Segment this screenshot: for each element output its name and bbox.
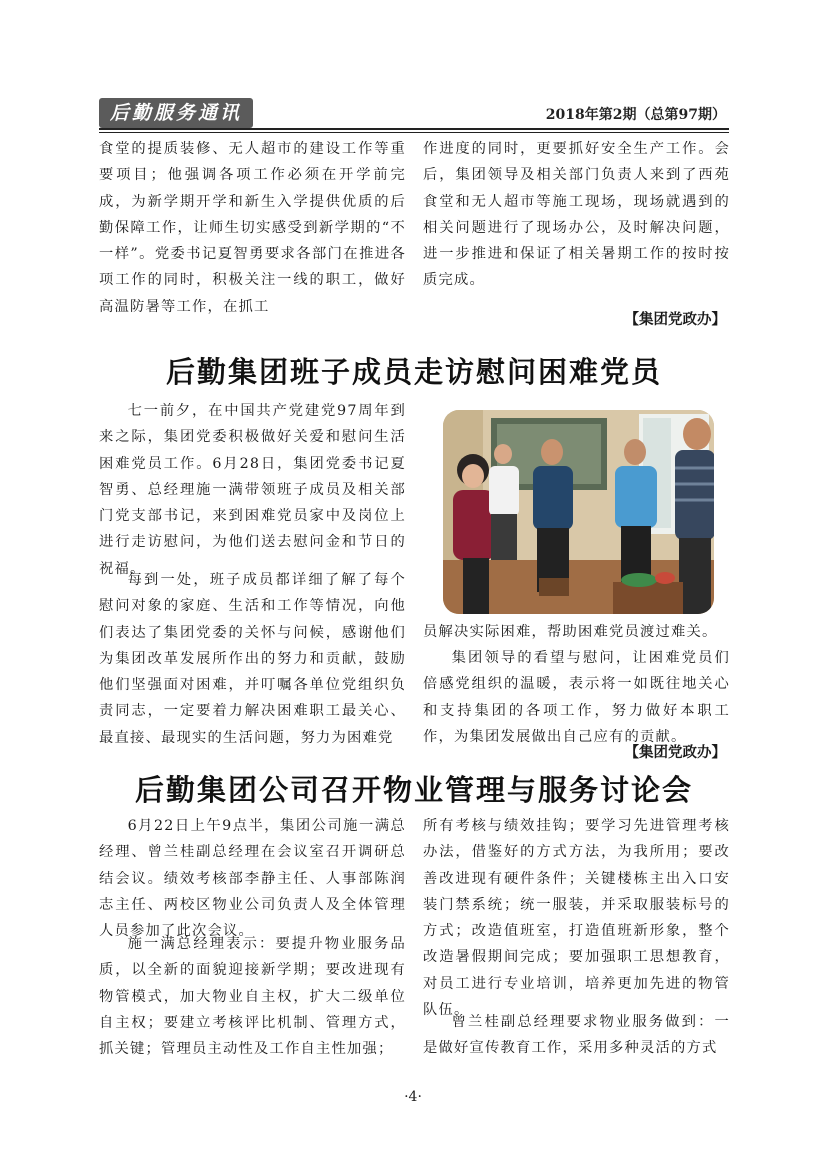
top-right-column: 作进度的同时，更要抓好安全生产工作。会后，集团领导及相关部门负责人来到了西苑食堂和无人超市等施工现场，现场就遇到的相关问题进行了现场办公，及时解决问题，进一步推进和保证了相关暑期工作的按时按质完成。: [423, 141, 730, 289]
visit-photo: [443, 410, 714, 614]
header-rule-thin: [99, 132, 729, 133]
article2-title: 后勤集团公司召开物业管理与服务讨论会: [134, 773, 693, 807]
article2-left-paragraph-1: 6月22日上午9点半，集团公司施一满总经理、曾兰桂副总经理在会议室召开调研总结会议。绩效考核部李静主任、人事部陈润志主任、两校区物业公司负责人及全体管理人员参加了此次会议。: [99, 818, 406, 940]
article1-left-paragraph-2: 每到一处，班子成员都详细了解了每个慰问对象的家庭、生活和工作等情况，向他们表达了集团党委的关怀与问候，感谢他们为集团改革发展所作出的努力和贡献，鼓励他们坚强面对困难，并叮嘱各单位党组织负责同志，一定要着力解决困难职工最关心、最直接、最现实的生活问题，努力为困难党: [99, 572, 406, 746]
newsletter-name: 后勤服务通讯: [99, 98, 253, 128]
article2-left-paragraph-2: 施一满总经理表示：要提升物业服务品质，以全新的面貌迎接新学期；要改进现有物管模式，加大物业自主权，扩大二级单位自主权；要建立考核评比机制、管理方式，抓关键；管理员主动性及工作自主性加强；: [99, 936, 406, 1058]
issue-number: 2018年第2期（总第97期）: [545, 107, 726, 123]
top-left-column: 食堂的提质装修、无人超市的建设工作等重要项目；他强调各项工作必须在开学前完成，为新学期开学和新生入学提供优质的后勤保障工作，让师生切实感受到新学期的“不一样”。党委书记夏智勇要求各部门在推进各项工作的同时，积极关注一线的职工，做好高温防暑等工作，在抓工: [99, 141, 406, 315]
article2-right-paragraph-2: 曾兰桂副总经理要求物业服务做到：一是做好宣传教育工作，采用多种灵活的方式: [423, 1014, 730, 1057]
top-source: 【集团党政办】: [624, 311, 726, 328]
article1-right-paragraph-2: 集团领导的看望与慰问，让困难党员们倍感党组织的温暖，表示将一如既往地关心和支持集团的各项工作，努力做好本职工作，为集团发展做出自己应有的贡献。: [423, 650, 730, 745]
article2-right-paragraph-1: 所有考核与绩效挂钩；要学习先进管理考核办法，借鉴好的方式方法，为我所用；要改善改进现有硬件条件；关键楼栋主出入口安装门禁系统；统一服装，并采取服装标号的方式；改造值班室，打造值班新形象，整个改造暑假期间完成；要加强职工思想教育，对员工进行专业培训，培养更加先进的物管队伍。: [423, 818, 730, 1019]
article1-left-paragraph-1: 七一前夕，在中国共产党建党97周年到来之际，集团党委积极做好关爱和慰问生活困难党员工作。6月28日，集团党委书记夏智勇、总经理施一满带领班子成员及相关部门党支部书记，来到困难党员家中及岗位上进行走访慰问，为他们送去慰问金和节日的祝福。: [99, 403, 406, 577]
article1-source: 【集团党政办】: [624, 744, 726, 761]
article1-right-paragraph-1: 员解决实际困难，帮助困难党员渡过难关。: [423, 624, 718, 640]
article1-title: 后勤集团班子成员走访慰问困难党员: [165, 355, 662, 389]
page-number: ·4·: [404, 1089, 422, 1105]
header-rule-thick: [99, 128, 729, 130]
